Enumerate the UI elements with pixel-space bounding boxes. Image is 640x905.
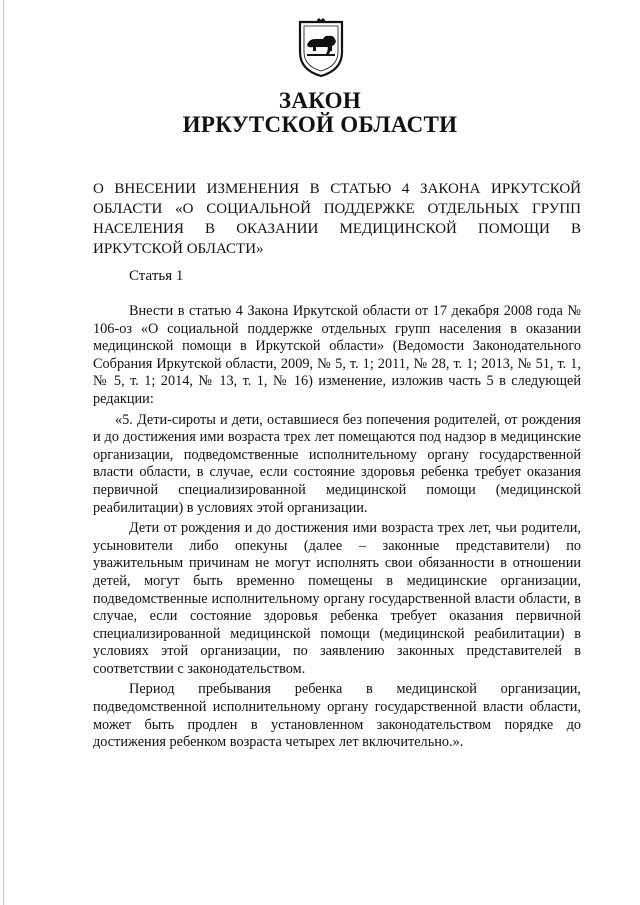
- law-title-line-2: ИРКУТСКОЙ ОБЛАСТИ: [182, 112, 458, 137]
- article-label: Статья 1: [129, 268, 184, 284]
- body-paragraph: Внести в статью 4 Закона Иркутской области от 17 декабря 2008 года № 106-оз «О социальной поддержке отдельных групп населения в оказании медицинской помощи в Иркутской области» (Ведомости Законодательного Собрания Иркутской области, 2009, № 5, т. 1; 2011, № 28, т. 1; 2013, № 51, т. 1, № 5, т. 1; 2014, № 13, т. 1, № 16) изменение, изложив часть 5 в следующей редакции:: [93, 303, 581, 407]
- body-paragraph: Дети от рождения и до достижения ими возраста трех лет, чьи родители, усыновители либо опекуны (далее – законные представители) по уважительным причинам не могут исполнять свои обязанности в отношении детей, могут быть временно помещены в медицинские организации, подведомственные исполнительному органу государственной власти области, в случае, если состояние здоровья ребенка требует оказания первичной специализированной медицинской помощи (медицинской реабилитации) в условиях этой организации, по заявлению законных представителей в соответствии с законодательством.: [93, 520, 581, 677]
- article-body: [93, 303, 581, 755]
- law-title-line-1: ЗАКОН: [278, 88, 362, 113]
- law-subject-heading: О ВНЕСЕНИИ ИЗМЕНЕНИЯ В СТАТЬЮ 4 ЗАКОНА ИРКУТСКОЙ ОБЛАСТИ «О СОЦИАЛЬНОЙ ПОДДЕРЖКЕ ОТДЕЛЬНЫХ ГРУПП НАСЕЛЕНИЯ В ОКАЗАНИИ МЕДИЦИНСКОЙ ПОМОЩИ В ИРКУТСКОЙ ОБЛАСТИ»: [93, 181, 581, 257]
- body-paragraph: Период пребывания ребенка в медицинской организации, подведомственной исполнительному органу государственной власти области, может быть продлен в установленном законодательством порядке до достижения ребенком возраста четырех лет включительно.».: [93, 681, 581, 751]
- irkutsk-coat-of-arms-icon: [296, 18, 346, 78]
- body-paragraph: «5. Дети-сироты и дети, оставшиеся без попечения родителей, от рождения и до достижения ими возраста трех лет помещаются под надзор в медицинские организации, подведомственные исполнительному органу государственной власти области, в случае, если состояние здоровья ребенка требует оказания первичной специализированной медицинской помощи (медицинской реабилитации) в условиях этой организации.: [93, 411, 581, 516]
